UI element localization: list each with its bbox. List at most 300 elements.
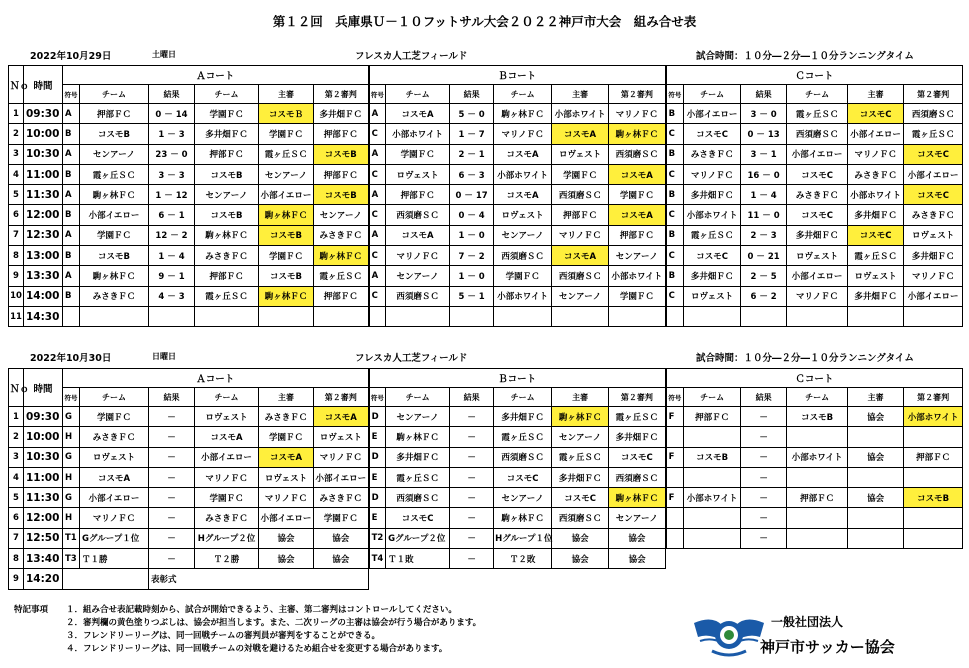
code-header: 符号 (63, 85, 80, 104)
cell-result: － (149, 407, 195, 427)
cell-team: ロヴェスト (195, 407, 259, 427)
cell-result: 3 － 0 (741, 104, 787, 124)
day1-date: 2022年10月29日 (30, 51, 112, 62)
cell-code: D (369, 407, 386, 427)
referee-header: 主審 (552, 388, 609, 407)
org-name: 神戸市サッカー協会 (760, 638, 895, 656)
cell-code (666, 467, 684, 487)
cell-referee2 (609, 306, 666, 326)
cell-referee2 (904, 528, 963, 548)
cell-team: みさきＦＣ (787, 185, 848, 205)
court-header: Ｃコート (666, 66, 963, 85)
cell-referee: マリノＦＣ (552, 225, 609, 245)
cell-result: 3 － 1 (741, 144, 787, 164)
cell-team: ロヴェスト (80, 447, 149, 467)
cell-code: C (666, 164, 684, 184)
cell-team (684, 508, 741, 528)
cell-result: － (149, 467, 195, 487)
match-time: 12:50 (24, 528, 63, 548)
cell-team: 学園ＦＣ (80, 407, 149, 427)
cell-code: C (666, 124, 684, 144)
cell-team: 多井畑ＦＣ (684, 185, 741, 205)
cell-team: 多井畑ＦＣ (494, 407, 552, 427)
cell-team: コスモC (684, 124, 741, 144)
cell-team: ロヴェスト (386, 164, 450, 184)
team-header: チーム (386, 85, 450, 104)
cell-referee2: 多井畑ＦＣ (609, 427, 666, 447)
cell-referee2: マリノＦＣ (609, 104, 666, 124)
match-time: 10:30 (24, 144, 63, 164)
cell-team: コスモB (787, 407, 848, 427)
cell-code (666, 508, 684, 528)
table-row (9, 569, 963, 589)
cell-team: 西須磨ＳＣ (386, 205, 450, 225)
cell-team: 西須磨ＳＣ (787, 124, 848, 144)
cell-referee2: センアーノ (609, 508, 666, 528)
cell-result: 5 － 0 (450, 104, 494, 124)
cell-result: 1 － 0 (450, 266, 494, 286)
cell-code: A (63, 225, 80, 245)
cell-result: 1 － 4 (149, 246, 195, 266)
result-header: 結果 (741, 85, 787, 104)
cell-referee: マリノＦＣ (848, 144, 904, 164)
cell-team: 多井畑ＦＣ (684, 266, 741, 286)
cell-referee2: 駒ヶ林ＦＣ (314, 246, 369, 266)
day1-match-time: 試合時間：１０分―２分―１０分ランニングタイム (696, 51, 914, 62)
match-no: 2 (9, 124, 24, 144)
cell-referee2: コスモC (904, 144, 963, 164)
cell-result: 4 － 3 (149, 286, 195, 306)
cell-result: － (450, 447, 494, 467)
table-row (9, 144, 963, 164)
cell-code (666, 306, 684, 326)
cell-referee2: 学園ＦＣ (609, 286, 666, 306)
cell-referee: コスモA (552, 246, 609, 266)
cell-referee2: 霞ヶ丘ＳＣ (314, 266, 369, 286)
cell-team: 西須磨ＳＣ (494, 447, 552, 467)
cell-referee: 協会 (259, 549, 314, 569)
cell-team: コスモC (684, 246, 741, 266)
match-no: 2 (9, 427, 24, 447)
cell-referee: 駒ヶ林ＦＣ (259, 286, 314, 306)
cell-team: センアーノ (195, 185, 259, 205)
cell-team: 駒ヶ林ＦＣ (494, 104, 552, 124)
referee2-header: 第２審判 (904, 388, 963, 407)
cell-result: 1 － 0 (450, 225, 494, 245)
match-time: 13:40 (24, 549, 63, 569)
table-row (9, 164, 963, 184)
cell-team: コスモB (80, 246, 149, 266)
cell-team: センアーノ (386, 266, 450, 286)
cell-team: マリノＦＣ (195, 467, 259, 487)
cell-team: 霞ヶ丘ＳＣ (386, 467, 450, 487)
cell-team: マリノＦＣ (386, 246, 450, 266)
cell-team: 小部イエロー (80, 205, 149, 225)
cell-referee (259, 306, 314, 326)
cell-referee2: 協会 (609, 528, 666, 548)
cell-result: － (450, 427, 494, 447)
cell-referee: センアーノ (552, 286, 609, 306)
cell-referee: ロヴェスト (848, 266, 904, 286)
cell-team: 学園ＦＣ (494, 266, 552, 286)
result-header: 結果 (149, 388, 195, 407)
cell-team: 霞ヶ丘ＳＣ (684, 225, 741, 245)
no-header: Ｎｏ (9, 369, 24, 407)
cell-code: C (369, 164, 386, 184)
cell-code: T3 (63, 549, 80, 569)
cell-referee (848, 549, 904, 569)
cell-team: みさきＦＣ (80, 427, 149, 447)
org-type: 一般社団法人 (771, 615, 844, 629)
team-header: チーム (494, 388, 552, 407)
match-time: 09:30 (24, 104, 63, 124)
cell-result: 9 － 1 (149, 266, 195, 286)
cell-team: マリノＦＣ (684, 164, 741, 184)
table-row (9, 488, 963, 508)
cell-team: 駒ヶ林ＦＣ (386, 427, 450, 447)
match-time: 12:30 (24, 225, 63, 245)
cell-referee2: マリノＦＣ (314, 447, 369, 467)
cell-referee: 小部ホワイト (552, 104, 609, 124)
cell-code: E (369, 427, 386, 447)
cell-team: センアーノ (80, 144, 149, 164)
cell-team: コスモC (494, 467, 552, 487)
cell-team: 多井畑ＦＣ (386, 447, 450, 467)
table-row (9, 467, 963, 487)
cell-code: D (369, 488, 386, 508)
cell-referee: 協会 (552, 549, 609, 569)
cell-result: － (450, 467, 494, 487)
cell-code: B (63, 124, 80, 144)
cell-team: 霞ヶ丘ＳＣ (80, 164, 149, 184)
cell-team: 多井畑ＦＣ (787, 225, 848, 245)
match-no: 3 (9, 144, 24, 164)
match-no: 8 (9, 246, 24, 266)
cell-code: A (369, 225, 386, 245)
cell-result: 0 － 21 (741, 246, 787, 266)
match-time: 11:30 (24, 185, 63, 205)
cell-result: － (149, 528, 195, 548)
cell-team: 西須磨ＳＣ (494, 246, 552, 266)
cell-referee2: 西須磨ＳＣ (609, 144, 666, 164)
cell-team: コスモA (494, 144, 552, 164)
cell-referee: 駒ヶ林ＦＣ (552, 407, 609, 427)
cell-referee2: コスモA (609, 164, 666, 184)
cell-referee2: みさきＦＣ (314, 488, 369, 508)
cell-team: 押部ＦＣ (195, 266, 259, 286)
cell-referee2: みさきＦＣ (904, 205, 963, 225)
cell-code: B (666, 225, 684, 245)
cell-team: ロヴェスト (494, 205, 552, 225)
result-header: 結果 (450, 85, 494, 104)
cell-referee2: 押部ＦＣ (609, 225, 666, 245)
cell-code: D (369, 447, 386, 467)
cell-result: － (149, 427, 195, 447)
code-header: 符号 (666, 388, 684, 407)
cell-code (666, 427, 684, 447)
table-row (9, 225, 963, 245)
cell-referee: 霞ヶ丘ＳＣ (848, 246, 904, 266)
cell-result: 16 － 0 (741, 164, 787, 184)
match-time: 14:30 (24, 306, 63, 326)
court-header: Ａコート (63, 66, 369, 85)
cell-team: 霞ヶ丘ＳＣ (195, 286, 259, 306)
cell-code: H (63, 508, 80, 528)
cell-referee: 協会 (848, 407, 904, 427)
time-header: 時間 (24, 66, 63, 104)
cell-team: 小部イエロー (80, 488, 149, 508)
court-header: Ｂコート (369, 369, 666, 388)
cell-code: C (369, 246, 386, 266)
cell-result: 3 － 3 (149, 164, 195, 184)
cell-referee2: 駒ヶ林ＦＣ (609, 124, 666, 144)
cell-team (787, 549, 848, 569)
cell-team: コスモB (684, 447, 741, 467)
cell-referee: 押部ＦＣ (552, 205, 609, 225)
cell-referee2: 学園ＦＣ (609, 185, 666, 205)
cell-result: 0 － 17 (450, 185, 494, 205)
cell-referee2: コスモB (314, 185, 369, 205)
cell-result: － (741, 508, 787, 528)
cell-team (684, 306, 741, 326)
cell-result: 0 － 14 (149, 104, 195, 124)
cell-result: 2 － 5 (741, 266, 787, 286)
cell-team: コスモA (195, 427, 259, 447)
match-time: 09:30 (24, 407, 63, 427)
cell-result: 0 － 13 (741, 124, 787, 144)
cell-result: － (741, 467, 787, 487)
cell-referee2: センアーノ (314, 205, 369, 225)
time-header: 時間 (24, 369, 63, 407)
cell-team: 多井畑ＦＣ (195, 124, 259, 144)
cell-team: Ｔ１勝 (80, 549, 149, 569)
cell-team: 小部イエロー (787, 144, 848, 164)
cell-result (741, 306, 787, 326)
table-row (9, 508, 963, 528)
cell-team (684, 528, 741, 548)
cell-code: A (63, 266, 80, 286)
cell-referee2: ロヴェスト (904, 225, 963, 245)
match-no: 8 (9, 549, 24, 569)
referee-header: 主審 (552, 85, 609, 104)
table-row (9, 266, 963, 286)
cell-code: B (63, 205, 80, 225)
cell-team: 押部ＦＣ (386, 185, 450, 205)
cell-team (494, 306, 552, 326)
cell-team: コスモA (80, 467, 149, 487)
table-row (9, 246, 963, 266)
match-time: 14:20 (24, 569, 63, 589)
cell-team: 押部ＦＣ (787, 488, 848, 508)
cell-team: みさきＦＣ (195, 508, 259, 528)
note-item: １．組み合せ表記載時刻から、試合が開始できるよう、主審、第二審判はコントロールしてください。 (66, 605, 457, 615)
cell-referee2 (904, 306, 963, 326)
cell-result: 11 － 0 (741, 205, 787, 225)
team-header: チーム (787, 85, 848, 104)
cell-referee: みさきＦＣ (848, 164, 904, 184)
cell-team: Gグループ２位 (386, 528, 450, 548)
cell-referee: 協会 (848, 447, 904, 467)
table-row (9, 185, 963, 205)
table-row (9, 205, 963, 225)
cell-team: マリノＦＣ (80, 508, 149, 528)
cell-referee: 学園ＦＣ (259, 427, 314, 447)
cell-referee: コスモＢ (259, 104, 314, 124)
match-time: 13:30 (24, 266, 63, 286)
cell-team: ロヴェスト (787, 246, 848, 266)
cell-code: B (666, 266, 684, 286)
cell-result: 6 － 2 (741, 286, 787, 306)
table-row (9, 447, 963, 467)
cell-code: B (666, 144, 684, 164)
cell-team (787, 306, 848, 326)
cell-team: 小部ホワイト (684, 205, 741, 225)
cell-team (684, 549, 741, 569)
team-header: チーム (386, 388, 450, 407)
cell-result: － (149, 488, 195, 508)
cell-team: 西須磨ＳＣ (386, 488, 450, 508)
cell-result: 1 － 7 (450, 124, 494, 144)
cell-referee2: 協会 (609, 549, 666, 569)
cell-code: F (666, 488, 684, 508)
cell-referee2: 小部ホワイト (904, 407, 963, 427)
referee2-header: 第２審判 (904, 85, 963, 104)
cell-result: 12 － 2 (149, 225, 195, 245)
cell-team (787, 528, 848, 548)
cell-code: A (369, 104, 386, 124)
match-no: 3 (9, 447, 24, 467)
cell-referee: 学園ＦＣ (552, 164, 609, 184)
cell-referee: 小部イエロー (259, 508, 314, 528)
cell-referee: ロヴェスト (259, 467, 314, 487)
cell-team: みさきＦＣ (195, 246, 259, 266)
cell-team: 駒ヶ林ＦＣ (494, 508, 552, 528)
cell-code: F (666, 407, 684, 427)
cell-referee2 (904, 549, 963, 569)
cell-code (369, 306, 386, 326)
cell-result: － (450, 528, 494, 548)
no-header: Ｎｏ (9, 66, 24, 104)
cell-team: コスモA (494, 185, 552, 205)
cell-code: E (369, 508, 386, 528)
result-header: 結果 (149, 85, 195, 104)
cell-team: Ｔ２勝 (195, 549, 259, 569)
cell-team: 小部ホワイト (386, 124, 450, 144)
cell-referee: 学園ＦＣ (259, 246, 314, 266)
cell-team: 押部ＦＣ (684, 407, 741, 427)
cell-result: － (450, 508, 494, 528)
team-header: チーム (684, 85, 741, 104)
cell-team: 西須磨ＳＣ (386, 286, 450, 306)
cell-team: マリノＦＣ (787, 286, 848, 306)
cell-team: Ｔ２敗 (494, 549, 552, 569)
cell-result: － (741, 407, 787, 427)
match-time: 10:30 (24, 447, 63, 467)
match-no: 4 (9, 467, 24, 487)
cell-referee: 協会 (848, 488, 904, 508)
cell-result (450, 306, 494, 326)
cell-referee2: みさきＦＣ (314, 225, 369, 245)
cell-team: 押部ＦＣ (80, 104, 149, 124)
cell-team: Gグループ１位 (80, 528, 149, 548)
cell-code: A (63, 144, 80, 164)
team-header: チーム (684, 388, 741, 407)
cell-code: A (63, 104, 80, 124)
cell-team: 小部ホワイト (494, 164, 552, 184)
cell-referee2: 霞ヶ丘ＳＣ (904, 124, 963, 144)
cell-team: センアーノ (494, 488, 552, 508)
cell-result: － (149, 447, 195, 467)
team-header: チーム (80, 388, 149, 407)
cell-result: － (149, 549, 195, 569)
cell-result: － (741, 488, 787, 508)
cell-team: Ｔ１敗 (386, 549, 450, 569)
cell-team: 小部イエロー (195, 447, 259, 467)
cell-referee: 小部イエロー (848, 124, 904, 144)
cell-referee (552, 306, 609, 326)
cell-team: 押部ＦＣ (195, 144, 259, 164)
cell-result: 1 － 4 (741, 185, 787, 205)
cell-code: B (666, 185, 684, 205)
cell-code: A (63, 185, 80, 205)
match-time: 12:00 (24, 205, 63, 225)
cell-result: 6 － 3 (450, 164, 494, 184)
cell-team: 小部イエロー (684, 104, 741, 124)
cell-result: － (149, 508, 195, 528)
match-no: 9 (9, 569, 24, 589)
cell-code: T4 (369, 549, 386, 569)
ceremony-label: 表彰式 (149, 569, 369, 589)
cell-referee: 霞ヶ丘ＳＣ (552, 447, 609, 467)
cell-team (787, 508, 848, 528)
day1-schedule-table (8, 65, 963, 327)
cell-code: T2 (369, 528, 386, 548)
cell-referee: 小部ホワイト (848, 185, 904, 205)
cell-referee: みさきＦＣ (259, 407, 314, 427)
result-header: 結果 (741, 388, 787, 407)
cell-result: 7 － 2 (450, 246, 494, 266)
cell-team: コスモC (787, 164, 848, 184)
cell-result: 6 － 1 (149, 205, 195, 225)
referee-header: 主審 (848, 85, 904, 104)
cell-referee2: 協会 (314, 528, 369, 548)
cell-referee: コスモC (552, 488, 609, 508)
cell-team: センアーノ (386, 407, 450, 427)
cell-referee2: 押部ＦＣ (314, 124, 369, 144)
cell-code: H (63, 467, 80, 487)
cell-team (80, 306, 149, 326)
cell-team: 小部ホワイト (787, 447, 848, 467)
cell-team: 駒ヶ林ＦＣ (80, 266, 149, 286)
match-no: 4 (9, 164, 24, 184)
team-header: チーム (494, 85, 552, 104)
table-row (9, 528, 963, 548)
cell-result: － (741, 528, 787, 548)
table-row (9, 104, 963, 124)
cell-result: － (450, 488, 494, 508)
match-time: 13:00 (24, 246, 63, 266)
cell-referee2 (904, 427, 963, 447)
cell-code: B (63, 164, 80, 184)
cell-team (195, 306, 259, 326)
day2-date: 2022年10月30日 (30, 353, 112, 364)
cell-referee2: 押部ＦＣ (314, 286, 369, 306)
cell-referee: マリノＦＣ (259, 488, 314, 508)
cell-referee2: 小部ホワイト (609, 266, 666, 286)
table-row (9, 306, 963, 326)
cell-team: ロヴェスト (684, 286, 741, 306)
day1-venue: フレスカ人工芝フィールド (355, 51, 468, 62)
